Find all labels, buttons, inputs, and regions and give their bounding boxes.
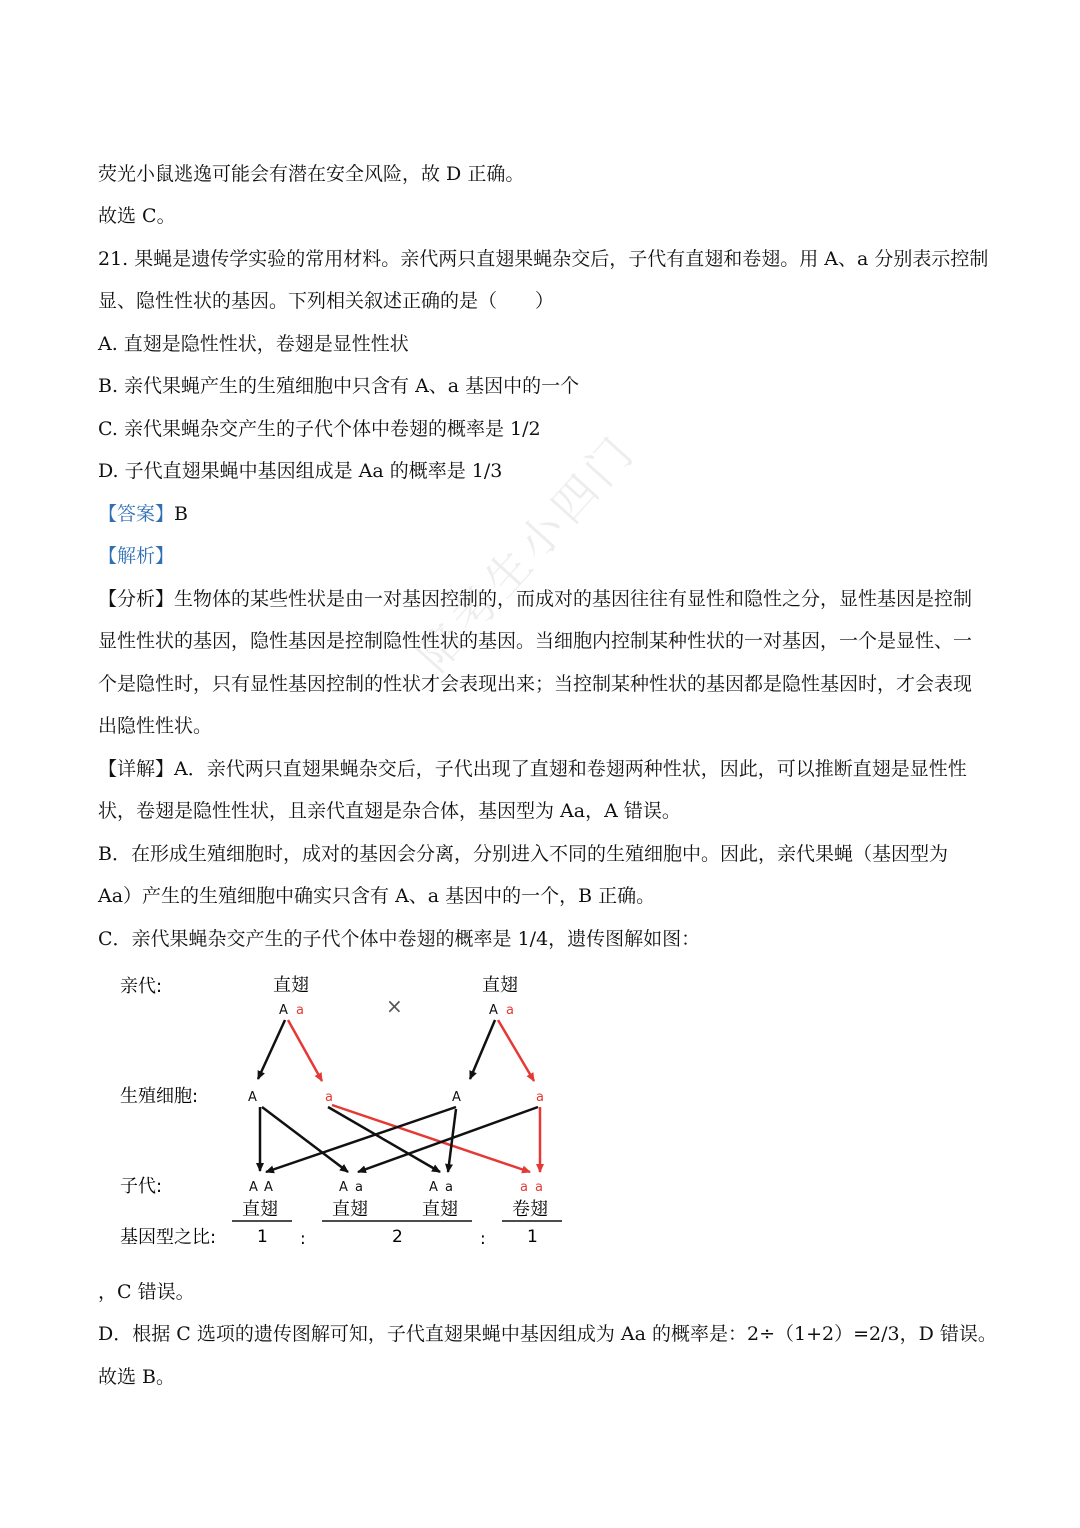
option-d: D. 子代直翅果蝇中基因组成是 Aa 的概率是 1/3 bbox=[98, 460, 503, 482]
arrow-g3-o3 bbox=[448, 1109, 456, 1172]
analysis-tag: 【解析】 bbox=[98, 545, 175, 567]
detail-line: B．在形成生殖细胞时，成对的基因会分离，分别进入不同的生殖细胞中。因此，亲代果蝇（基因型为 bbox=[98, 843, 948, 865]
offspring-3-trait: 直翅 bbox=[422, 1199, 458, 1220]
offspring-3-allele-2: a bbox=[445, 1180, 453, 1195]
answer-line bbox=[98, 502, 188, 526]
cross-symbol: × bbox=[386, 994, 403, 1018]
offspring-1-allele-2: A bbox=[264, 1180, 273, 1195]
arrow-p1-A bbox=[258, 1020, 285, 1079]
fenxi-tag: 【分析】 bbox=[98, 588, 175, 610]
label-gamete: 生殖细胞: bbox=[120, 1086, 199, 1107]
answer-value: B bbox=[174, 503, 188, 525]
parent1-allele-dominant: A bbox=[279, 1003, 288, 1018]
question-line: 21. 果蝇是遗传学实验的常用材料。亲代两只直翅果蝇杂交后，子代有直翅和卷翅。用 A、a 分别表示控制 bbox=[98, 248, 989, 270]
xiangjie-tag: 【详解】 bbox=[98, 758, 175, 780]
detail-line: D．根据 C 选项的遗传图解可知，子代直翅果蝇中基因组成为 Aa 的概率是：2÷（1+2）=2/3，D 错误。 bbox=[98, 1323, 997, 1345]
offspring-2-allele-1: A bbox=[339, 1180, 348, 1195]
offspring-4-trait: 卷翅 bbox=[512, 1199, 548, 1220]
ratio-sep-2: : bbox=[480, 1229, 486, 1249]
parent2-allele-recessive: a bbox=[506, 1003, 514, 1018]
watermark: 陪考生小四门 bbox=[408, 424, 647, 682]
analysis-line: 显性性状的基因，隐性基因是控制隐性性状的基因。当细胞内控制某种性状的一对基因，一个是显性、一 bbox=[98, 630, 973, 652]
label-offspring: 子代: bbox=[120, 1176, 163, 1197]
arrow-p1-a bbox=[288, 1020, 322, 1081]
detail-line bbox=[98, 757, 967, 781]
text-line: 故选 C。 bbox=[98, 205, 176, 227]
text-line: 荧光小鼠逃逸可能会有潜在安全风险，故 D 正确。 bbox=[98, 163, 525, 185]
gamete-1: A bbox=[248, 1090, 257, 1105]
label-ratio: 基因型之比: bbox=[120, 1227, 217, 1248]
ratio-2: 2 bbox=[392, 1227, 403, 1247]
gamete-4: a bbox=[536, 1090, 544, 1105]
ratio-1: 1 bbox=[257, 1227, 268, 1247]
offspring-1-allele-1: A bbox=[249, 1180, 258, 1195]
arrow-p2-a bbox=[498, 1020, 534, 1081]
inheritance-diagram bbox=[110, 965, 580, 1255]
arrow-p2-A bbox=[470, 1020, 495, 1079]
parent2-allele-dominant: A bbox=[489, 1003, 498, 1018]
analysis-line: 个是隐性时，只有显性基因控制的性状才会表现出来；当控制某种性状的基因都是隐性基因时，才会表现 bbox=[98, 673, 973, 695]
gamete-3: A bbox=[452, 1090, 461, 1105]
arrow-g3-o1 bbox=[266, 1107, 456, 1172]
detail-line: 状，卷翅是隐性性状，且亲代直翅是杂合体，基因型为 Aa，A 错误。 bbox=[98, 800, 681, 822]
detail-line: ，C 错误。 bbox=[98, 1281, 195, 1303]
offspring-2-trait: 直翅 bbox=[332, 1199, 368, 1220]
offspring-4-allele-1: a bbox=[520, 1180, 528, 1195]
offspring-3-allele-1: A bbox=[429, 1180, 438, 1195]
offspring-2-allele-2: a bbox=[355, 1180, 363, 1195]
detail-line: Aa）产生的生殖细胞中确实只含有 A、a 基因中的一个，B 正确。 bbox=[98, 885, 656, 907]
gamete-2: a bbox=[325, 1090, 333, 1105]
detail-line: 故选 B。 bbox=[98, 1366, 176, 1388]
detail-text: A．亲代两只直翅果蝇杂交后，子代出现了直翅和卷翅两种性状，因此，可以推断直翅是显性性 bbox=[174, 758, 967, 780]
question-line: 显、隐性性状的基因。下列相关叙述正确的是（ ） bbox=[98, 290, 555, 312]
option-c: C. 亲代果蝇杂交产生的子代个体中卷翅的概率是 1/2 bbox=[98, 418, 541, 440]
analysis-line bbox=[98, 587, 972, 611]
parent1-allele-recessive: a bbox=[296, 1003, 304, 1018]
option-a: A. 直翅是隐性性状，卷翅是显性性状 bbox=[98, 333, 409, 355]
parent1-trait: 直翅 bbox=[273, 975, 309, 996]
offspring-4-allele-2: a bbox=[535, 1180, 543, 1195]
option-b: B. 亲代果蝇产生的生殖细胞中只含有 A、a 基因中的一个 bbox=[98, 375, 580, 397]
answer-tag: 【答案】 bbox=[98, 503, 175, 525]
ratio-3: 1 bbox=[527, 1227, 538, 1247]
label-parent: 亲代: bbox=[120, 976, 163, 997]
ratio-sep-1: : bbox=[300, 1229, 306, 1249]
arrow-g1-o2 bbox=[262, 1107, 348, 1172]
parent2-trait: 直翅 bbox=[482, 975, 518, 996]
analysis-line: 出隐性性状。 bbox=[98, 715, 213, 737]
offspring-1-trait: 直翅 bbox=[242, 1199, 278, 1220]
fenxi-text: 生物体的某些性状是由一对基因控制的，而成对的基因往往有显性和隐性之分，显性基因是控制 bbox=[174, 588, 973, 610]
detail-line: C．亲代果蝇杂交产生的子代个体中卷翅的概率是 1/4，遗传图解如图： bbox=[98, 928, 701, 950]
